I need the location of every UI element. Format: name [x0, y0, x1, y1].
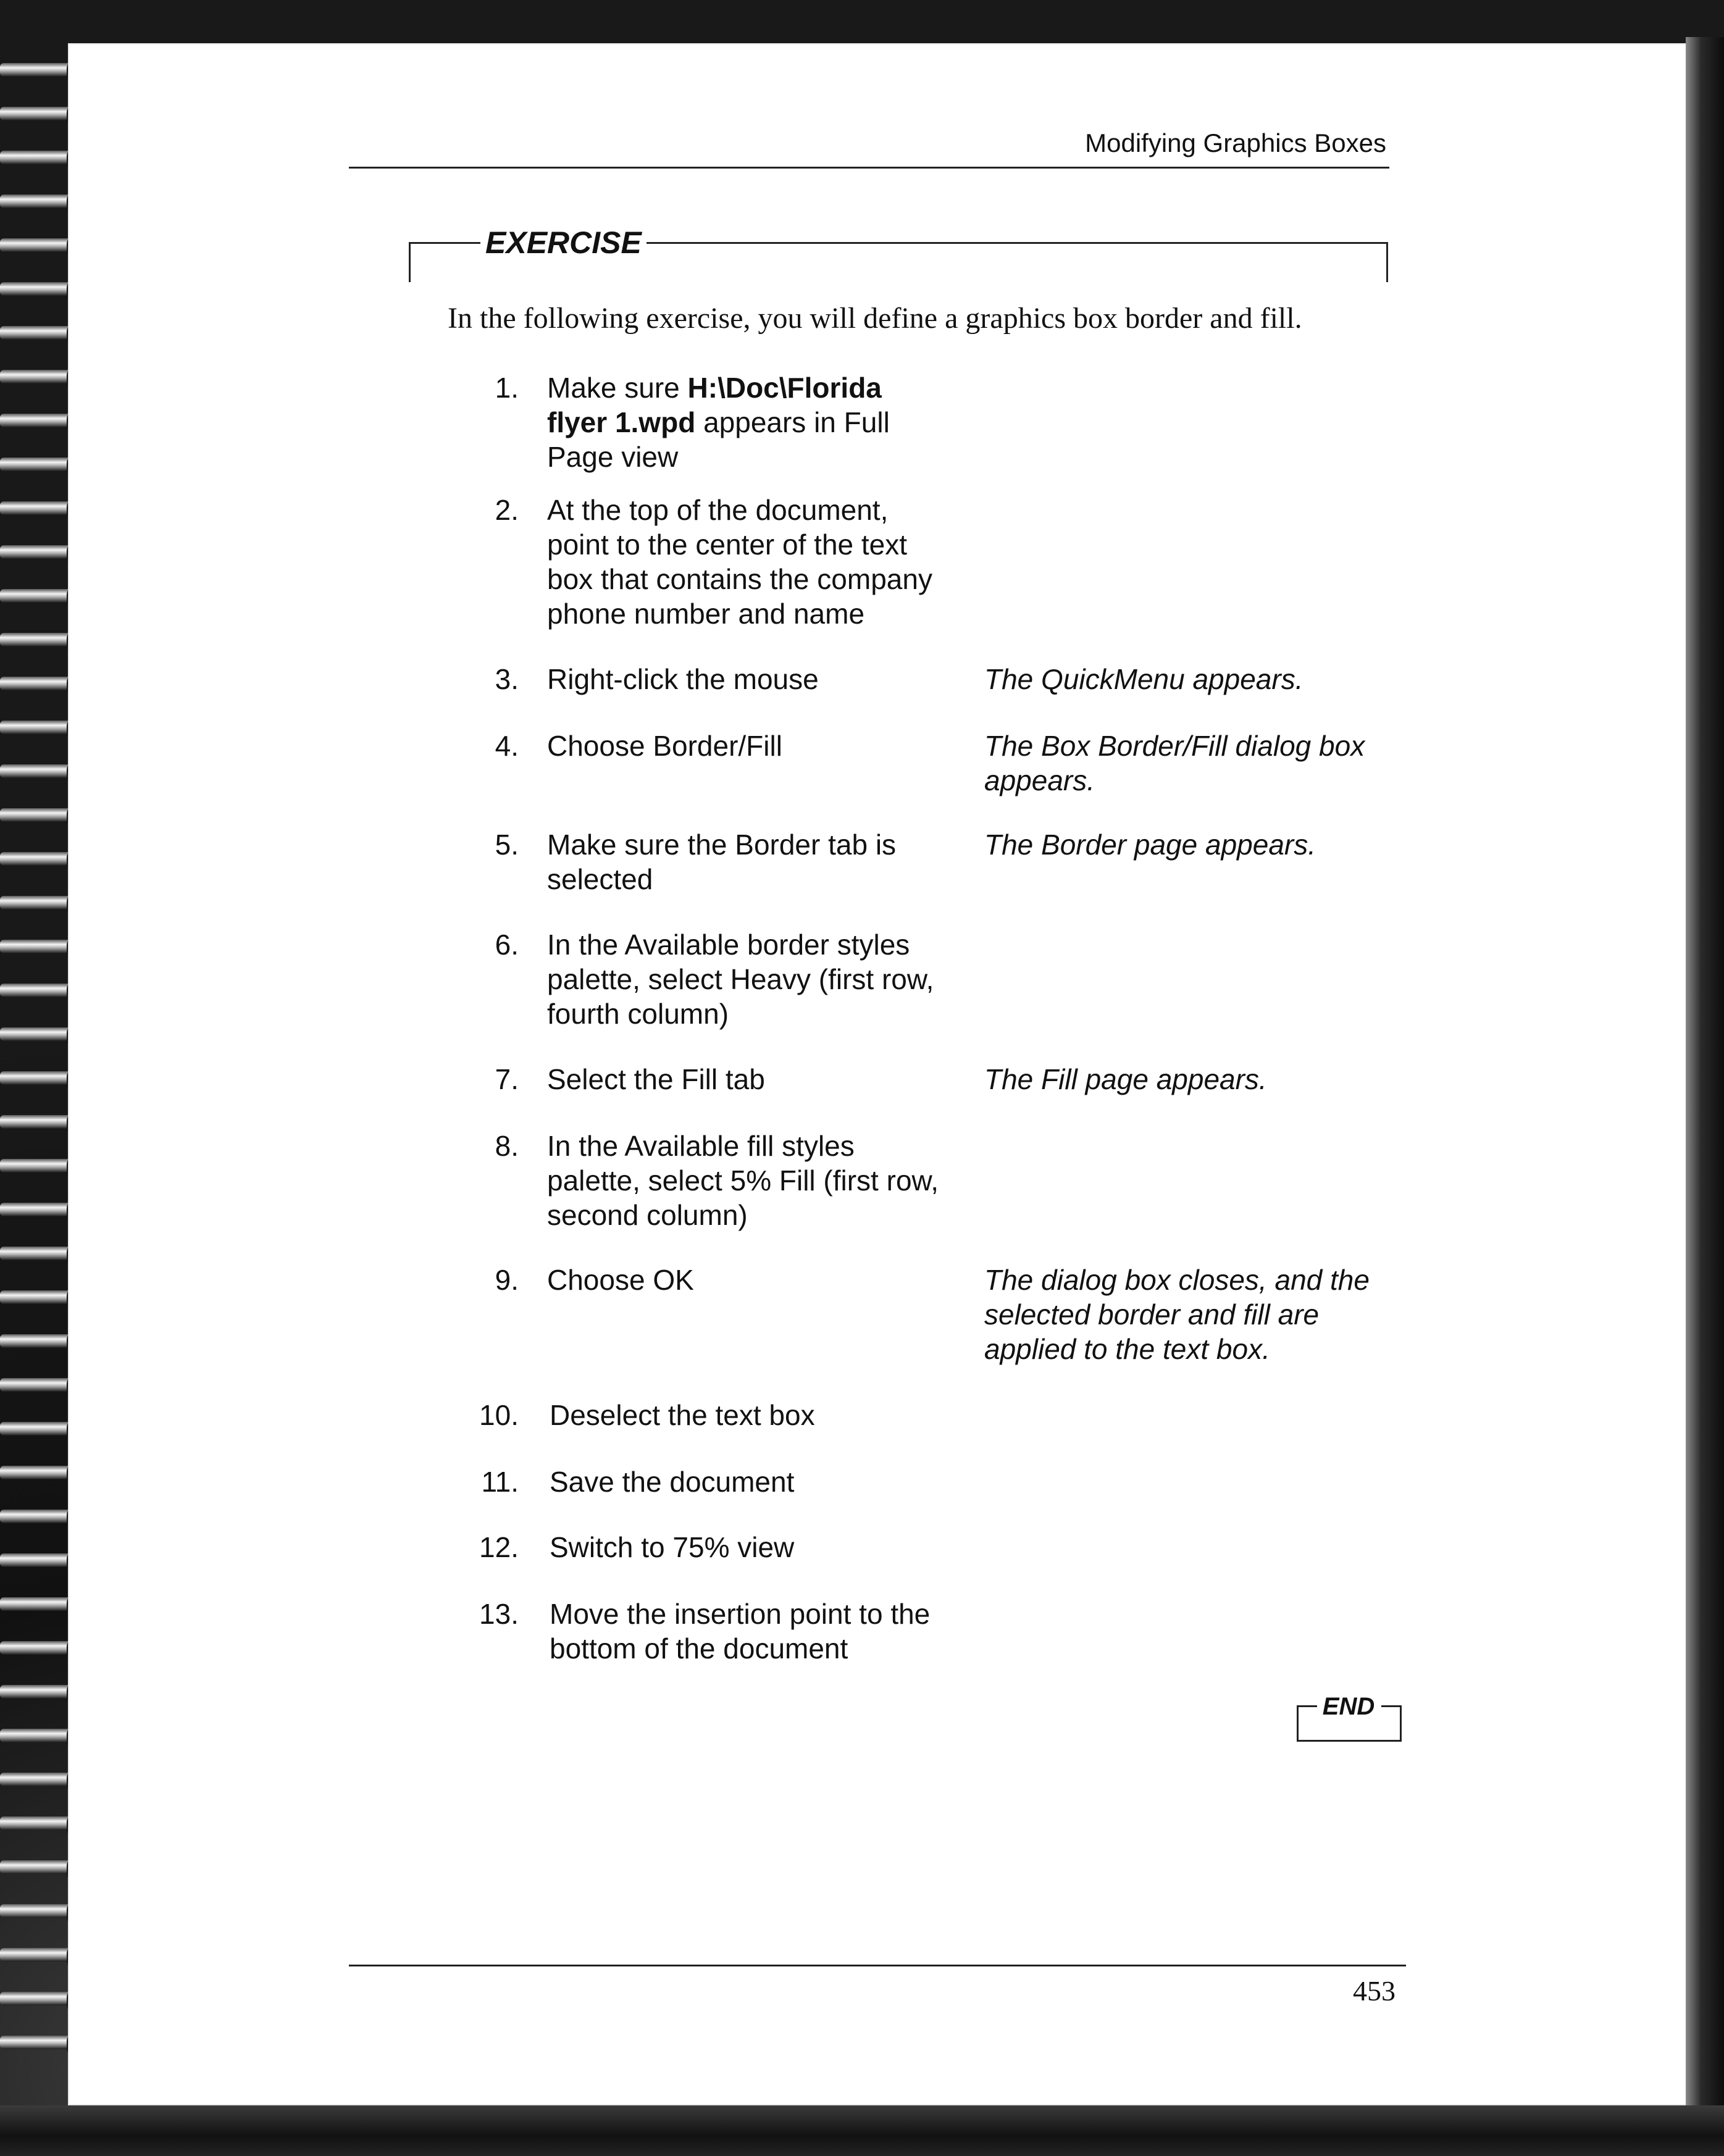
result-line: The dialog box closes, and the: [984, 1264, 1370, 1296]
step-text: [547, 1263, 979, 1297]
step-line: Choose OK: [547, 1264, 694, 1296]
step-line: phone number and name: [547, 598, 865, 630]
step-number: 9.: [495, 1264, 519, 1296]
step-text: [547, 729, 979, 763]
page-edge-right: [1686, 37, 1724, 2156]
step-line: box that contains the company: [547, 563, 932, 595]
end-marker-label: END: [1322, 1693, 1375, 1720]
step-line: Save the document: [550, 1466, 795, 1498]
step-line: Choose Border/Fill: [547, 730, 782, 762]
step-line: [547, 370, 979, 405]
step-line-plain: Make sure: [547, 372, 688, 404]
step-number: 12.: [479, 1531, 519, 1563]
step-result: [984, 729, 1416, 798]
step-line: [547, 405, 979, 440]
step-line: In the Available fill styles: [547, 1130, 855, 1162]
step-text: [550, 1398, 982, 1432]
step-text: [550, 1464, 982, 1499]
step-line: palette, select Heavy (first row,: [547, 963, 934, 995]
step-number: 8.: [495, 1130, 519, 1162]
step-text: [547, 827, 979, 896]
step-text: [550, 1597, 994, 1666]
step-number: 10.: [479, 1399, 519, 1431]
result-line: applied to the text box.: [984, 1333, 1270, 1365]
step-line: Make sure the Border tab is: [547, 829, 897, 861]
step-number: 4.: [495, 730, 519, 762]
header-rule: [349, 167, 1389, 169]
step-line-plain: Page view: [547, 441, 679, 473]
exercise-intro: In the following exercise, you will define a graphics box border and fill.: [448, 302, 1302, 335]
step-number: 3.: [495, 663, 519, 695]
step-number: 11.: [481, 1466, 519, 1498]
step-line: At the top of the document,: [547, 494, 889, 526]
result-line: The Border page appears.: [984, 829, 1316, 861]
step-line: Select the Fill tab: [547, 1063, 765, 1095]
step-text: [547, 1129, 992, 1232]
step-line: selected: [547, 863, 653, 895]
step-line: In the Available border styles: [547, 929, 910, 961]
step-result: [984, 1263, 1416, 1366]
step-text: [547, 1062, 979, 1097]
step-number: 13.: [479, 1598, 519, 1630]
step-line: point to the center of the text: [547, 529, 908, 561]
running-head: Modifying Graphics Boxes: [1085, 128, 1386, 157]
file-path-bold: H:\Doc\Florida: [687, 372, 882, 404]
step-line-plain: appears in Full: [695, 406, 890, 438]
step-number: 2.: [495, 494, 519, 526]
step-line: Move the insertion point to the: [550, 1598, 931, 1630]
result-line: appears.: [984, 764, 1095, 796]
file-name-bold: flyer 1.wpd: [547, 406, 696, 438]
step-line: Switch to 75% view: [550, 1531, 795, 1563]
result-line: The Fill page appears.: [984, 1063, 1267, 1095]
step-line: Right-click the mouse: [547, 663, 819, 695]
step-line: palette, select 5% Fill (first row,: [547, 1164, 939, 1197]
step-number: 6.: [495, 929, 519, 961]
step-line: [547, 440, 979, 474]
step-line: second column): [547, 1199, 748, 1231]
step-number: 5.: [495, 829, 519, 861]
result-line: selected border and fill are: [984, 1298, 1320, 1331]
step-result: [984, 1062, 1416, 1097]
step-number: 7.: [495, 1063, 519, 1095]
page-number: 453: [1353, 1975, 1396, 2007]
step-result: [984, 662, 1416, 696]
step-text: [550, 1530, 982, 1565]
page-edge-bottom: [0, 2105, 1724, 2156]
result-line: The QuickMenu appears.: [984, 663, 1303, 695]
step-result: [984, 827, 1416, 862]
exercise-title: EXERCISE: [480, 225, 646, 261]
step-text: [547, 370, 979, 474]
step-line: Deselect the text box: [550, 1399, 815, 1431]
step-text: [547, 927, 992, 1031]
step-number: 1.: [495, 372, 519, 404]
result-line: The Box Border/Fill dialog box: [984, 730, 1365, 762]
step-line: fourth column): [547, 998, 729, 1030]
footer-rule: [349, 1965, 1406, 1966]
step-text: [547, 662, 979, 696]
step-line: bottom of the document: [550, 1632, 848, 1665]
step-text: [547, 493, 992, 631]
